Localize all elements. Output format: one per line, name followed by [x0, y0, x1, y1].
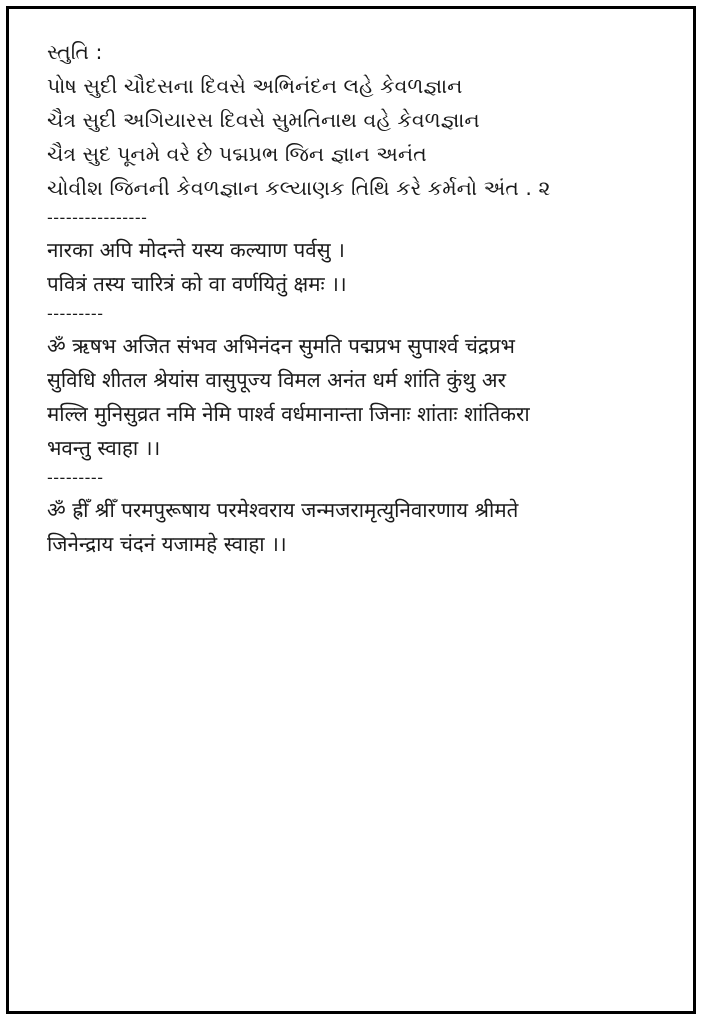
- stuti-line-4: ચોવીશ જિનની કેવળજ્ઞાન કલ્યાણક તિથિ કરે કર્મનો અંત . ૨: [47, 176, 551, 200]
- shloka-line-2: पवित्रं तस्य चारित्रं को वा वर्णयितुं क्षमः ।।: [47, 272, 347, 296]
- namavali-line-2: सुविधि शीतल श्रेयांस वासुपूज्य विमल अनंत धर्म शांति कुंथु अर: [47, 368, 506, 392]
- page-frame: [6, 6, 696, 1014]
- shloka-section: [47, 233, 673, 301]
- namavali-line-1: ॐ ऋषभ अजित संभव अभिनंदन सुमति पद्मप्रभ सुपार्श्व चंद्रप्रभ: [47, 334, 515, 358]
- stuti-section: [47, 35, 673, 205]
- namavali-section: [47, 329, 673, 465]
- namavali-line-4: भवन्तु स्वाहा ।।: [47, 436, 161, 460]
- separator-2: ---------: [47, 304, 104, 323]
- stuti-line-2: ચૈત્ર સુદી અગિયારસ દિવસે સુમતિનાથ વહે કેવળજ્ઞાન: [47, 108, 480, 132]
- stuti-line-3: ચૈત્ર સુદ પૂનમે વરે છે પદ્મપ્રભ જિન જ્ઞાન અનંત: [47, 142, 427, 166]
- mantra-line-2: जिनेन्द्राय चंदनं यजामहे स्वाहा ।।: [47, 532, 287, 556]
- separator-1: ----------------: [47, 208, 148, 227]
- shloka-line-1: नारका अपि मोदन्ते यस्य कल्याण पर्वसु ।: [47, 238, 345, 262]
- stuti-line-1: પોષ સુદી ચૌદસના દિવસે અભિનંદન લહે કેવળજ્ઞાન: [47, 74, 463, 98]
- stuti-heading: સ્તુતિ :: [47, 40, 103, 64]
- mantra-line-1: ॐ ह्रीँ श्रीँ परमपुरूषाय परमेश्वराय जन्मजरामृत्युनिवारणाय श्रीमते: [47, 498, 519, 522]
- mantra-section: [47, 493, 673, 561]
- document-content: [47, 31, 673, 561]
- separator-3: ---------: [47, 468, 104, 487]
- namavali-line-3: मल्लि मुनिसुव्रत नमि नेमि पार्श्व वर्धमानान्ता जिनाः शांताः शांतिकरा: [47, 402, 530, 426]
